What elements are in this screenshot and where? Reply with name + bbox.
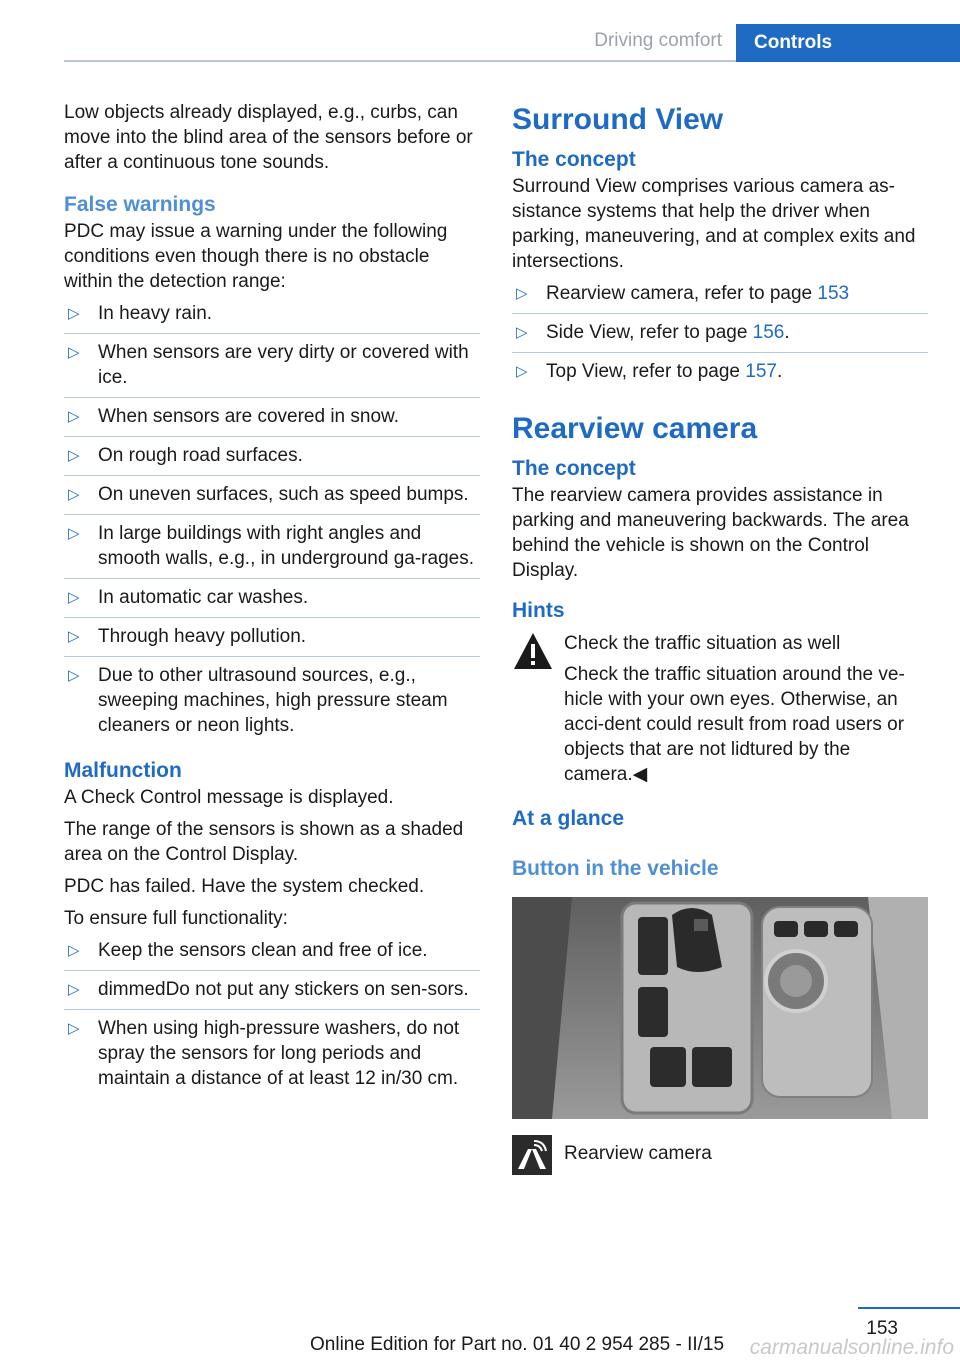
list-item: ▷ When sensors are very dirty or covered with ice.	[64, 334, 480, 398]
bullet-triangle-icon: ▷	[68, 408, 80, 425]
malfunction-heading: Malfunction	[64, 759, 182, 782]
rearview-text: The rearview camera provides assistance in parking and maneuvering backwards. The area behind the vehicle is shown on the Control Display.	[512, 485, 909, 581]
false-warnings-heading: False warnings	[64, 193, 216, 216]
edition-footer: Online Edition for Part no. 01 40 2 954 285 - II/15	[310, 1334, 725, 1355]
warning-block	[512, 631, 928, 787]
bullet-triangle-icon: ▷	[516, 324, 528, 341]
bullet-triangle-icon: ▷	[68, 486, 80, 503]
bullet-triangle-icon: ▷	[68, 305, 80, 322]
bullet-triangle-icon: ▷	[68, 447, 80, 464]
at-a-glance-heading: At a glance	[512, 807, 625, 830]
bullet-triangle-icon: ▷	[68, 942, 80, 959]
right-column	[512, 100, 928, 1181]
false-warnings-list	[64, 301, 480, 745]
console-photo	[512, 897, 928, 1119]
list-item: ▷ Through heavy pollution.	[64, 618, 480, 657]
surround-text: Surround View comprises various camera as‐sistance systems that help the driver when parking, maneuvering, and at complex exits and intersections.	[512, 176, 916, 272]
malfunction-p1: A Check Control message is displayed.	[64, 787, 394, 808]
button-in-vehicle-heading: Button in the vehicle	[512, 857, 719, 880]
malfunction-p2: The range of the sensors is shown as a shaded area on the Control Display.	[64, 819, 464, 865]
list-item: ▷ In automatic car washes.	[64, 579, 480, 618]
malfunction-p3: PDC has failed. Have the system checked.	[64, 876, 425, 897]
surround-view-heading: Surround View	[512, 103, 724, 136]
list-item: ▷ On uneven surfaces, such as speed bumps.	[64, 476, 480, 515]
bullet-triangle-icon: ▷	[68, 667, 80, 684]
bullet-triangle-icon: ▷	[68, 589, 80, 606]
list-item: ▷ Top View, refer to page 157.	[516, 361, 783, 382]
rearview-concept-heading: The concept	[512, 457, 636, 480]
bullet-triangle-icon: ▷	[516, 285, 528, 302]
list-item: ▷ On rough road surfaces.	[64, 437, 480, 476]
surround-concept-heading: The concept	[512, 148, 636, 171]
list-item: ▷ Rearview camera, refer to page 153	[512, 281, 928, 314]
intro-paragraph: Low objects already displayed, e.g., curbs, can move into the blind area of the sensors before or after a continuous tone sounds.	[64, 102, 473, 173]
footer-rule	[858, 1307, 960, 1309]
list-item: ▷ Keep the sensors clean and free of ice.	[64, 938, 480, 971]
header-section: Driving comfort	[594, 30, 722, 51]
watermark: carmanualsonline.info	[749, 1336, 954, 1359]
false-warnings-text: PDC may issue a warning under the following conditions even though there is no obstacle within the detection range:	[64, 221, 448, 292]
header-tab: Controls	[736, 24, 960, 62]
surround-list	[512, 281, 928, 391]
list-item: ▷ In heavy rain.	[64, 301, 480, 334]
bullet-triangle-icon: ▷	[68, 981, 80, 998]
rearview-heading: Rearview camera	[512, 412, 758, 445]
page-link[interactable]: 156	[752, 322, 785, 343]
list-item: ▷ Side View, refer to page 156.	[512, 314, 928, 353]
rearview-camera-icon	[512, 1135, 552, 1175]
bullet-triangle-icon: ▷	[68, 344, 80, 361]
list-item: ▷ dimmedDo not put any stickers on sen‐sors.	[64, 971, 480, 1010]
list-item: ▷ In large buildings with right angles and smooth walls, e.g., in underground ga‐rages.	[64, 515, 480, 579]
list-item: ▷ Due to other ultrasound sources, e.g., sweeping machines, high pressure steam cleaners or neon lights.	[68, 665, 448, 736]
list-item: ▷ When sensors are covered in snow.	[64, 398, 480, 437]
bullet-triangle-icon: ▷	[68, 525, 80, 542]
malfunction-list	[64, 938, 480, 1098]
page-number: 153	[866, 1318, 898, 1339]
malfunction-p4: To ensure full functionality:	[64, 908, 288, 929]
bullet-triangle-icon: ▷	[516, 363, 528, 380]
list-item: ▷ When using high-pressure washers, do not spray the sensors for long periods and maintain a distance of at least 12 in/30 cm.	[68, 1018, 460, 1089]
hints-heading: Hints	[512, 599, 565, 622]
camera-caption	[512, 1141, 928, 1181]
caption-text: Rearview camera	[564, 1143, 712, 1164]
warning-text-first: Check the traffic situation around the ve‐hicle with your own eyes. Otherwise, an acci‐dent could result from road users or objects that are not lidtured by the camera.◀	[564, 664, 905, 785]
bullet-triangle-icon: ▷	[68, 628, 80, 645]
warning-title: Check the traffic situation as well	[564, 633, 841, 654]
left-column	[64, 100, 480, 1104]
warning-triangle-icon	[512, 631, 552, 671]
bullet-triangle-icon: ▷	[68, 1020, 80, 1037]
page-link[interactable]: 157	[745, 361, 777, 382]
page-link[interactable]: 153	[817, 283, 850, 304]
